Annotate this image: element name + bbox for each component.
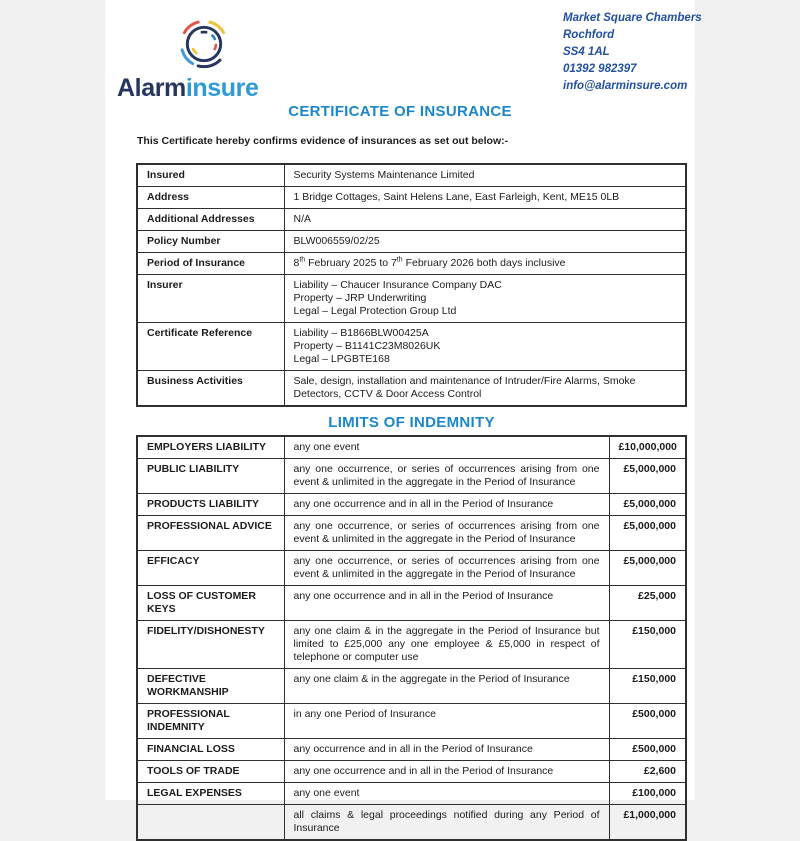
- certificate-reference-line: Liability – B1866BLW00425A: [293, 327, 429, 339]
- limit-label: LEGAL EXPENSES: [137, 783, 284, 805]
- limit-description: any one occurrence and in all in the Period of Insurance: [284, 586, 609, 621]
- limit-amount: £500,000: [609, 739, 686, 761]
- table-row: [137, 323, 686, 371]
- document-title: CERTIFICATE OF INSURANCE: [288, 103, 512, 120]
- table-row: [137, 209, 686, 231]
- limit-description: any one occurrence, or series of occurrences arising from one event & unlimited in the aggregate in the Period of Insurance: [284, 551, 609, 586]
- limit-label: [137, 805, 284, 841]
- limit-amount: £5,000,000: [609, 551, 686, 586]
- table-row: [137, 704, 686, 739]
- insurer-line: Property – JRP Underwriting: [293, 292, 427, 304]
- limit-amount: £25,000: [609, 586, 686, 621]
- detail-label: Period of Insurance: [137, 253, 284, 275]
- limit-amount: £100,000: [609, 783, 686, 805]
- table-row: [137, 586, 686, 621]
- limit-description: any one occurrence, or series of occurrences arising from one event & unlimited in the aggregate in the Period of Insurance: [284, 516, 609, 551]
- brand-part-primary: Alarm: [117, 74, 186, 102]
- certificate-page: [105, 0, 702, 834]
- detail-value: [284, 323, 686, 371]
- detail-label: Insured: [137, 164, 284, 187]
- page-header: [105, 0, 702, 163]
- limit-label: PUBLIC LIABILITY: [137, 459, 284, 494]
- limit-label: PROFESSIONAL ADVICE: [137, 516, 284, 551]
- contact-line-email: info@alarminsure.com: [563, 80, 688, 92]
- table-row: [137, 459, 686, 494]
- limit-amount: £5,000,000: [609, 516, 686, 551]
- limit-amount: £150,000: [609, 621, 686, 669]
- limit-amount: £500,000: [609, 704, 686, 739]
- contact-block: [563, 10, 702, 95]
- limit-amount: £5,000,000: [609, 494, 686, 516]
- limit-description: in any one Period of Insurance: [284, 704, 609, 739]
- table-row: [137, 371, 686, 407]
- table-row: [137, 783, 686, 805]
- table-row: [137, 669, 686, 704]
- limit-amount: £5,000,000: [609, 459, 686, 494]
- limit-description: any one occurrence and in all in the Period of Insurance: [284, 494, 609, 516]
- detail-value: BLW006559/02/25: [284, 231, 686, 253]
- table-row: [137, 231, 686, 253]
- insurer-line: Liability – Chaucer Insurance Company DAC: [293, 279, 502, 291]
- limit-description: any occurrence and in all in the Period of Insurance: [284, 739, 609, 761]
- limit-label: FIDELITY/DISHONESTY: [137, 621, 284, 669]
- detail-label: Business Activities: [137, 371, 284, 407]
- contact-line-postcode: SS4 1AL: [563, 46, 610, 58]
- contact-line-phone: 01392 982397: [563, 63, 637, 75]
- table-row: [137, 275, 686, 323]
- detail-value: Sale, design, installation and maintenance of Intruder/Fire Alarms, Smoke Detectors, CCTV & Door Access Control: [284, 371, 686, 407]
- limit-description: any one occurrence and in all in the Period of Insurance: [284, 761, 609, 783]
- limit-amount: £2,600: [609, 761, 686, 783]
- limit-label: EFFICACY: [137, 551, 284, 586]
- limit-label: PROFESSIONAL INDEMNITY: [137, 704, 284, 739]
- table-row: [137, 739, 686, 761]
- certificate-reference-line: Legal – LPGBTE168: [293, 353, 390, 365]
- detail-value: 1 Bridge Cottages, Saint Helens Lane, East Farleigh, Kent, ME15 0LB: [284, 187, 686, 209]
- limit-description: any one claim & in the aggregate in the Period of Insurance: [284, 669, 609, 704]
- detail-label: Policy Number: [137, 231, 284, 253]
- limit-description: any one event: [284, 436, 609, 459]
- detail-label: Additional Addresses: [137, 209, 284, 231]
- table-row: [137, 516, 686, 551]
- table-row: [137, 761, 686, 783]
- limit-description: any one occurrence, or series of occurrences arising from one event & unlimited in the aggregate in the Period of Insurance: [284, 459, 609, 494]
- table-row: [137, 253, 686, 275]
- document-content: [105, 163, 695, 841]
- table-row: [137, 621, 686, 669]
- intro-statement: This Certificate hereby confirms evidence of insurances as set out below:-: [137, 135, 509, 147]
- insured-details-table: [136, 163, 687, 407]
- alarminsure-logo-icon: [174, 13, 234, 75]
- contact-line-address1: Market Square Chambers: [563, 12, 702, 24]
- table-row: [137, 436, 686, 459]
- limit-label: DEFECTIVE WORKMANSHIP: [137, 669, 284, 704]
- contact-line-address2: Rochford: [563, 29, 615, 41]
- detail-value: N/A: [284, 209, 686, 231]
- brand-wordmark: [117, 74, 259, 103]
- detail-value: 8th February 2025 to 7th February 2026 both days inclusive: [284, 253, 686, 275]
- limit-amount: £150,000: [609, 669, 686, 704]
- limit-description: any one claim & in the aggregate in the Period of Insurance but limited to £25,000 any one employee & £5,000 in respect of telephone or computer use: [284, 621, 609, 669]
- table-row: [137, 187, 686, 209]
- limit-amount: £1,000,000: [609, 805, 686, 841]
- table-row: [137, 164, 686, 187]
- limits-of-indemnity-table: [136, 435, 687, 841]
- limits-of-indemnity-heading: LIMITS OF INDEMNITY: [328, 414, 495, 431]
- limit-label: FINANCIAL LOSS: [137, 739, 284, 761]
- limit-description: all claims & legal proceedings notified during any Period of Insurance: [284, 805, 609, 841]
- table-row: [137, 805, 686, 841]
- insurer-line: Legal – Legal Protection Group Ltd: [293, 305, 457, 317]
- table-row: [137, 494, 686, 516]
- detail-label: Certificate Reference: [137, 323, 284, 371]
- table-row: [137, 551, 686, 586]
- limit-amount: £10,000,000: [609, 436, 686, 459]
- limit-description: any one event: [284, 783, 609, 805]
- limit-label: LOSS OF CUSTOMER KEYS: [137, 586, 284, 621]
- certificate-reference-line: Property – B1141C23M8026UK: [293, 340, 441, 352]
- detail-label: Address: [137, 187, 284, 209]
- brand-part-secondary: insure: [185, 74, 259, 102]
- detail-value: Security Systems Maintenance Limited: [284, 164, 686, 187]
- detail-value: [284, 275, 686, 323]
- limit-label: TOOLS OF TRADE: [137, 761, 284, 783]
- detail-label: Insurer: [137, 275, 284, 323]
- limit-label: PRODUCTS LIABILITY: [137, 494, 284, 516]
- limit-label: EMPLOYERS LIABILITY: [137, 436, 284, 459]
